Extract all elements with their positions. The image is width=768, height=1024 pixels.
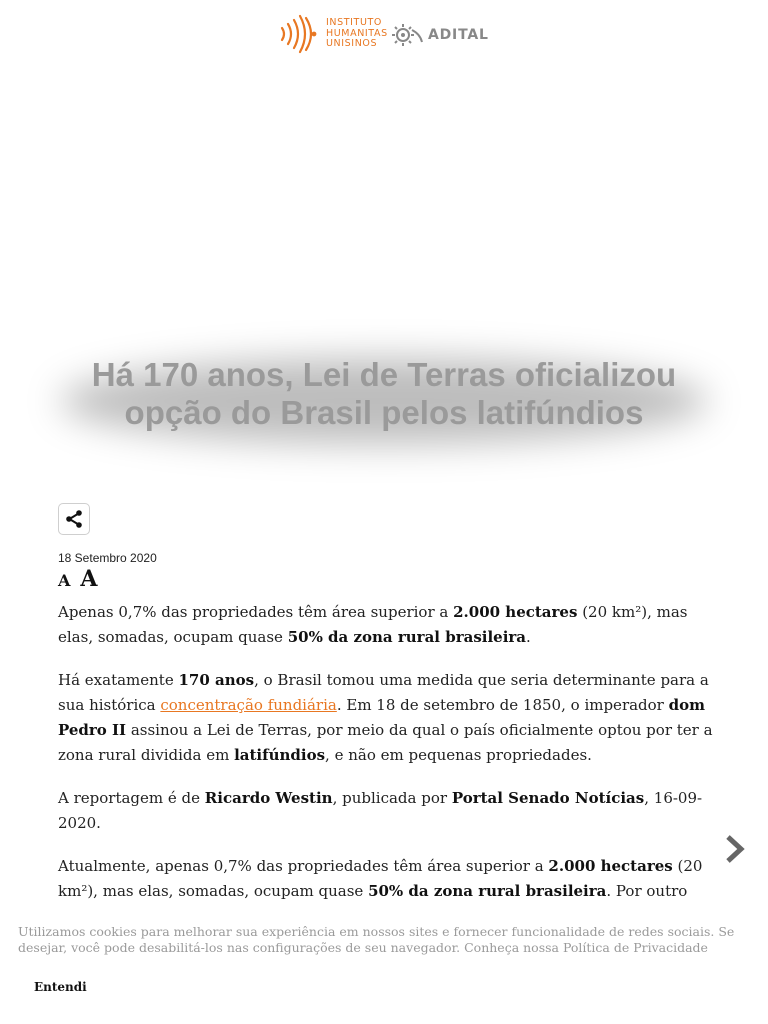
cookie-message: Utilizamos cookies para melhorar sua experiência em nossos sites e fornecer funcionalidade de redes sociais. Se desejar, você pode desabilitá-los nas configurações de seu navegador. Conheça nossa Política de Privacidade bbox=[18, 924, 735, 955]
paragraph-2 bbox=[58, 668, 713, 768]
paragraph-1 bbox=[58, 600, 713, 650]
ihu-line-3: UNISINOS bbox=[326, 38, 378, 50]
p3-text-1: A reportagem é de bbox=[58, 789, 205, 807]
title-line-2: opção do Brasil pelos latifúndios bbox=[124, 394, 644, 431]
p1-text-1: Apenas 0,7% das propriedades têm área superior a bbox=[58, 603, 454, 621]
p4-bold-1: 2.000 hectares bbox=[548, 857, 673, 875]
p3-text-2: , publicada por bbox=[332, 789, 452, 807]
ihu-line-2: HUMANITAS bbox=[326, 27, 388, 39]
p1-bold-2: 50% da zona rural brasileira bbox=[287, 628, 527, 646]
ihu-waves-icon bbox=[278, 14, 322, 54]
p2-bold-2: dom Pedro II bbox=[58, 696, 705, 739]
ihu-line-1: INSTITUTO bbox=[326, 17, 382, 29]
p3-bold-1: Ricardo Westin bbox=[204, 789, 333, 807]
p2-bold-1: 170 anos bbox=[178, 671, 255, 689]
article-body bbox=[58, 600, 713, 922]
share-button[interactable] bbox=[58, 503, 90, 535]
paragraph-4 bbox=[58, 854, 713, 904]
paragraph-3 bbox=[58, 786, 713, 836]
ihu-logo-text bbox=[326, 18, 388, 50]
p2-text-5: , e não em pequenas propriedades. bbox=[325, 746, 592, 764]
p1-bold-1: 2.000 hectares bbox=[453, 603, 578, 621]
p4-bold-2: 50% da zona rural brasileira bbox=[368, 882, 607, 900]
decrease-font-button[interactable]: A bbox=[58, 571, 71, 590]
article-date: 18 Setembro 2020 bbox=[58, 551, 157, 565]
p1-text-3: . bbox=[526, 628, 531, 646]
p4-text-3: . Por outro bbox=[606, 882, 688, 900]
p2-text-3: . Em 18 de setembro de 1850, o imperador bbox=[336, 696, 669, 714]
adital-logo-text: ADITAL bbox=[428, 27, 489, 43]
p1-text-2: (20 km²), mas elas, somadas, ocupam quase bbox=[58, 603, 688, 646]
next-article-button[interactable] bbox=[720, 832, 750, 866]
concentracao-fundiaria-link[interactable]: concentração fundiária bbox=[160, 696, 337, 714]
adital-logo[interactable] bbox=[390, 22, 489, 48]
title-line-1: Há 170 anos, Lei de Terras oficializou bbox=[91, 356, 677, 393]
p2-text-4: assinou a Lei de Terras, por meio da qual o país oficialmente optou por ter a zona rural dividida em bbox=[58, 721, 713, 764]
p2-text-1: Há exatamente bbox=[58, 671, 179, 689]
font-size-controls bbox=[58, 566, 98, 592]
site-header bbox=[0, 12, 768, 58]
p4-text-1: Atualmente, apenas 0,7% das propriedades têm área superior a bbox=[58, 857, 549, 875]
article-title bbox=[30, 356, 738, 432]
p3-bold-2: Portal Senado Notícias bbox=[451, 789, 645, 807]
increase-font-button[interactable]: A bbox=[80, 566, 98, 592]
ihu-logo[interactable] bbox=[278, 14, 388, 54]
article-hero bbox=[30, 340, 738, 462]
p3-text-3: , 16-09-2020. bbox=[58, 789, 703, 832]
cookie-banner bbox=[0, 911, 768, 1024]
chevron-right-icon bbox=[724, 834, 746, 864]
share-icon bbox=[64, 509, 84, 529]
adital-emblem-icon bbox=[390, 22, 424, 48]
p2-bold-3: latifúndios bbox=[234, 746, 326, 764]
p2-text-2: , o Brasil tomou uma medida que seria determinante para a sua histórica bbox=[58, 671, 709, 714]
cookie-accept-button[interactable]: Entendi bbox=[34, 980, 87, 994]
p4-text-2: (20 km²), mas elas, somadas, ocupam quase bbox=[58, 857, 703, 900]
